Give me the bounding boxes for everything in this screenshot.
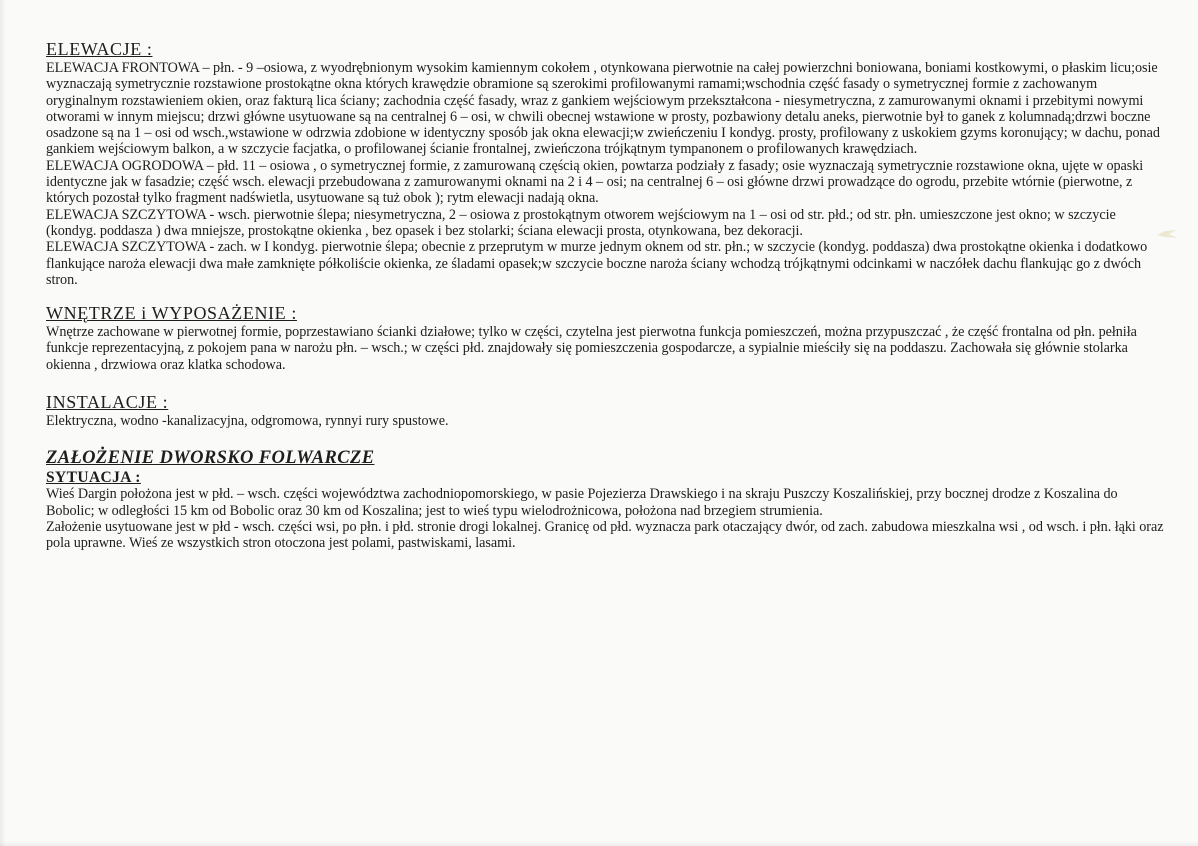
section-heading-elewacje: ELEWACJE : (46, 39, 153, 59)
paragraph-wnetrze: Wnętrze zachowane w pierwotnej formie, poprzestawiano ścianki działowe; tylko w części, czytelna jest pierwotna funkcja pomieszczeń, można przypuszczać , że część frontalna od płn. pełniła funkcje reprezentacyjną, z pokojem pana w narożu płn. – wsch.; w części płd. znajdowały się pomieszczenia gospodarcze, a sypialnie mieściły się na poddaszu. Zachowała się głównie stolarka okienna , drzwiowa oraz klatka schodowa. (46, 324, 1137, 373)
paragraph-elewacja-szczytowa-zach: ELEWACJA SZCZYTOWA - zach. w I kondyg. pierwotnie ślepa; obecnie z przeprutym w murze jednym oknem od str. płn.; w szczycie (kondyg. poddasza) dwa prostokątne okienka i dodatkowo flankujące naroża elewacji dwa małe zamknięte półkoliście okienka, ze śladami opasek;w szczycie boczne naroża ściany wchodzą trójkątnymi odcinkami w naczółek dachu flankując go z dwóch stron. (46, 239, 1148, 288)
paragraph-elewacja-ogrodowa: ELEWACJA OGRODOWA – płd. 11 – osiowa , o symetrycznej formie, z zamurowaną częścią okien, powtarza podziały z fasady; osie wyznaczają symetrycznie rozstawione okna, ujęte w opaski identyczne jak w fasadzie; część wsch. elewacji przebudowana z zamurowanymi oknami na 2 i 4 – osi; na centralnej 6 – osi główne drzwi prowadzące do ogrodu, przebite wtórnie (pierwotne, z których pozostał tylko fragment nadświetla, usytuowane są tuż obok ); rytm elewacji nadają okna. (46, 157, 1144, 207)
paragraph-instalacje: Elektryczna, wodno -kanalizacyjna, odgromowa, rynnyi rury spustowe. (46, 413, 449, 430)
section-heading-instalacje: INSTALACJE : (46, 392, 169, 413)
paragraph-sytuacja-2: Założenie usytuowane jest w płd - wsch. części wsi, po płn. i płd. stronie drogi lokalnej. Granicę od płd. wyznacza park otaczający dwór, od zach. zabudowa mieszkalna wsi , od wsch. i płn. łąki oraz pola uprawne. Wieś ze wszystkich stron otoczona jest polami, pastwiskami, lasami. (46, 518, 1164, 552)
document-body (46, 38, 1166, 552)
subheading-sytuacja: SYTUACJA : (46, 469, 141, 487)
section-heading-zalozenie: ZAŁOŻENIE DWORSKO FOLWARCZE (46, 448, 375, 469)
paragraph-sytuacja-1: Wieś Dargin położona jest w płd. – wsch. części województwa zachodniopomorskiego, w pasie Pojezierza Drawskiego i na skraju Puszczy Koszalińskiej, przy bocznej drodze z Koszalina do Bobolic; w odległości 15 km od Bobolic oraz 30 km od Koszalina; jest to wieś typu wielodrożnicowa, położona nad brzegiem strumienia. (46, 486, 1118, 519)
paper-mark (1155, 226, 1179, 242)
section-heading-wnetrze: WNĘTRZE i WYPOSAŻENIE : (46, 303, 297, 324)
paragraph-elewacja-frontowa: ELEWACJA FRONTOWA – płn. - 9 –osiowa, z wyodrębnionym wysokim kamiennym cokołem , otynkowana pierwotnie na całej powierzchni boniowana, boniami kostkowymi, o płaskim licu;osie wyznaczają symetrycznie rozstawione prostokątne okna których krawędzie obramione są szerokimi profilowanymi ramami;wschodnia część fasady o symetrycznej formie z zachowanym oryginalnym rozstawieniem okien, oraz fakturą lica ściany; zachodnia część fasady, wraz z gankiem wejściowym przekształcona - niesymetryczna, z zamurowanymi oknami i przebitymi nowymi otworami w innym miejscu; drzwi główne usytuowane są na centralnej 6 – osi, w chwili obecnej wstawione w prosty, pozbawiony detalu aneks, pierwotnie był to ganek z kolumnadą;drzwi boczne osadzone są na 1 – osi od wsch.,wstawione w odrzwia zdobione w identyczny sposób jak okna elewacji;w zwieńczeniu I kondyg. prosty, profilowany z uskokiem gzyms koronujący; w dachu, ponad gankiem wejściowym balkon, a w szczycie facjatka, o profilowanej ścianie frontalnej, zwieńczona trójkątnym tympanonem o profilowanych krawędziach. (46, 60, 1160, 158)
paragraph-elewacja-szczytowa-wsch: ELEWACJA SZCZYTOWA - wsch. pierwotnie ślepa; niesymetryczna, 2 – osiowa z prostokątnym otworem wejściowym na 1 – osi od str. płd.; od str. płn. umieszczone jest okno; w szczycie (kondyg. poddasza ) dwa mniejsze, prostokątne okienka , bez opasek i bez stolarki; ściana elewacji prosta, otynkowana, bez dekoracji. (46, 206, 1116, 239)
